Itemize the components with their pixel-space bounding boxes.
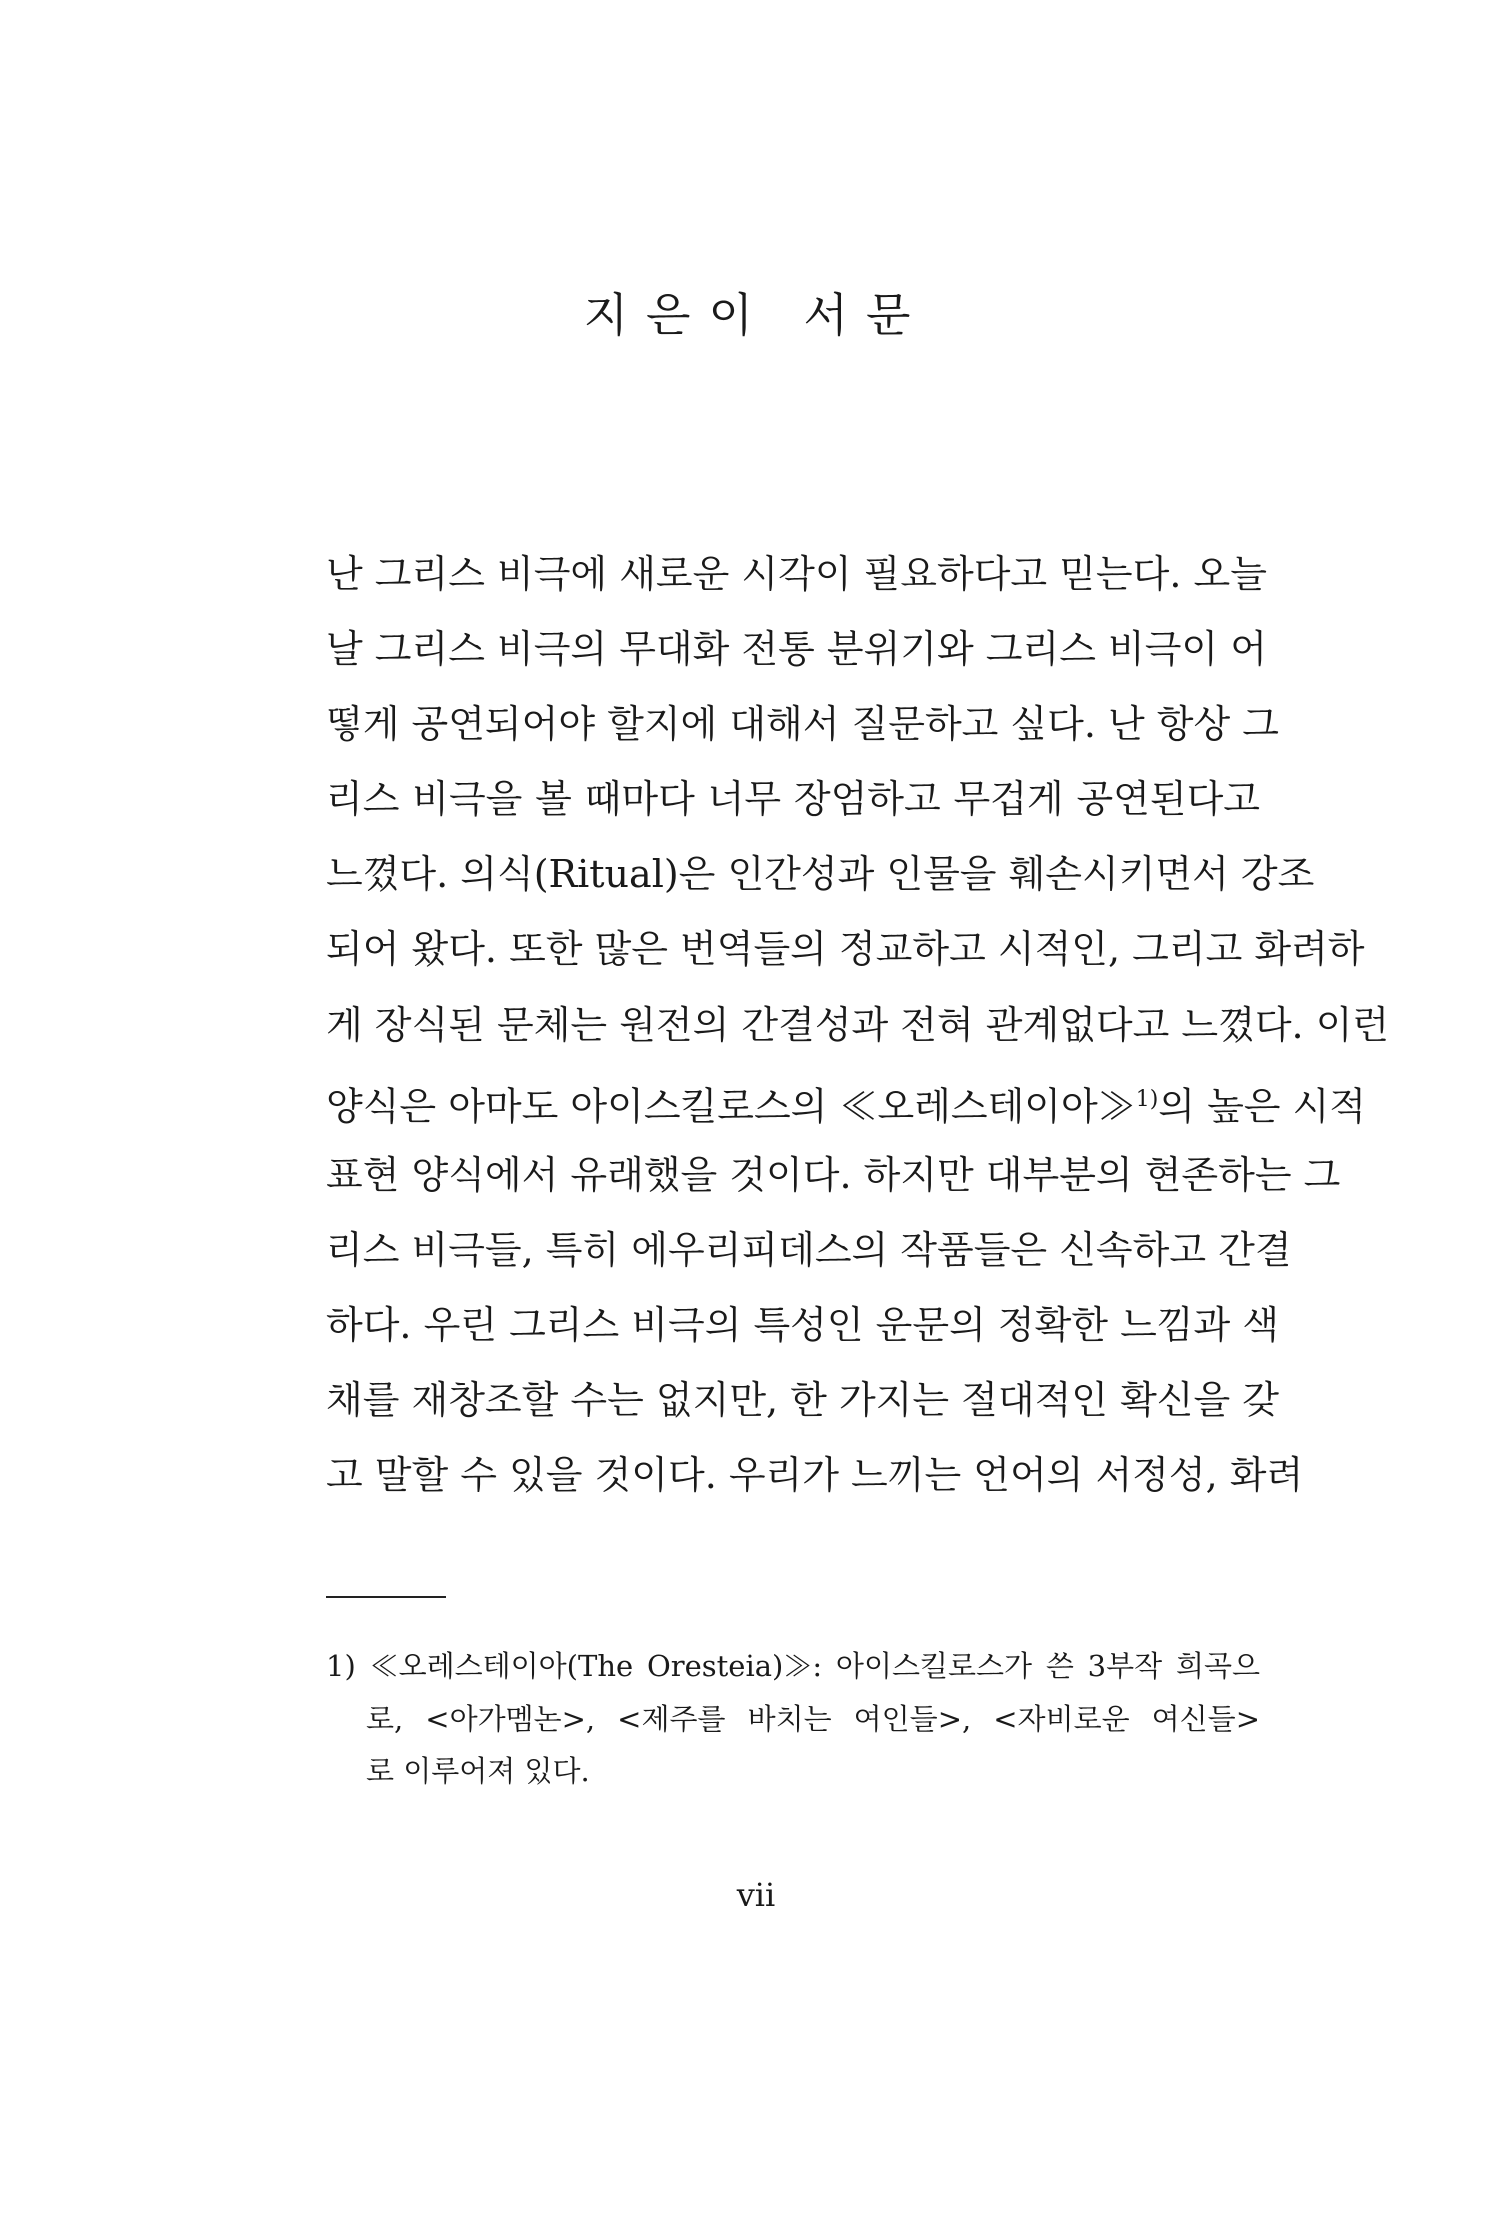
body-line: 난 그리스 비극에 새로운 시각이 필요하다고 믿는다. 오늘 xyxy=(326,552,1267,596)
page-number: vii xyxy=(736,1876,776,1914)
footnote-divider xyxy=(326,1596,446,1598)
body-line: 떻게 공연되어야 할지에 대해서 질문하고 싶다. 난 항상 그 xyxy=(326,702,1279,747)
body-line: 고 말할 수 있을 것이다. 우리가 느끼는 언어의 서정성, 화려 xyxy=(326,1453,1304,1498)
body-line: 표현 양식에서 유래했을 것이다. 하지만 대부분의 현존하는 그 xyxy=(326,1152,1341,1197)
body-line: 되어 왔다. 또한 많은 번역들의 정교하고 시적인, 그리고 화려하 xyxy=(326,927,1365,972)
footnote-line: 1) ≪오레스테이아(The Oresteia)≫: 아이스킬로스가 쓴 3부작 희곡으 xyxy=(326,1649,1260,1683)
body-line: 채를 재창조할 수는 없지만, 한 가지는 절대적인 확신을 갖 xyxy=(326,1378,1279,1423)
body-line: 날 그리스 비극의 무대화 전통 분위기와 그리스 비극이 어 xyxy=(326,627,1267,672)
body-line: 게 장식된 문체는 원전의 간결성과 전혀 관계없다고 느꼈다. 이런 xyxy=(326,1002,1390,1047)
footnote-line: 로 이루어져 있다. xyxy=(366,1754,590,1788)
footnote xyxy=(326,1643,1260,1801)
body-line: 리스 비극들, 특히 에우리피데스의 작품들은 신속하고 간결 xyxy=(326,1227,1292,1272)
body-paragraph xyxy=(326,545,1390,1521)
body-line-text: 의 높은 시적 xyxy=(1158,1084,1366,1129)
body-line-text: 양식은 아마도 아이스킬로스의 ≪오레스테이아≫ xyxy=(326,1084,1136,1129)
body-line: 느꼈다. 의식(Ritual)은 인간성과 인물을 훼손시키면서 강조 xyxy=(326,852,1315,897)
footnote-reference[interactable]: 1) xyxy=(1135,1086,1159,1112)
body-line: 리스 비극을 볼 때마다 너무 장엄하고 무겁게 공연된다고 xyxy=(326,777,1260,822)
body-line xyxy=(326,1071,1366,1146)
page-title: 지은이 서문 xyxy=(583,287,929,342)
footnote-line: 로, <아가멤논>, <제주를 바치는 여인들>, <자비로운 여신들> xyxy=(366,1701,1260,1736)
body-line: 하다. 우린 그리스 비극의 특성인 운문의 정확한 느낌과 색 xyxy=(326,1302,1279,1347)
